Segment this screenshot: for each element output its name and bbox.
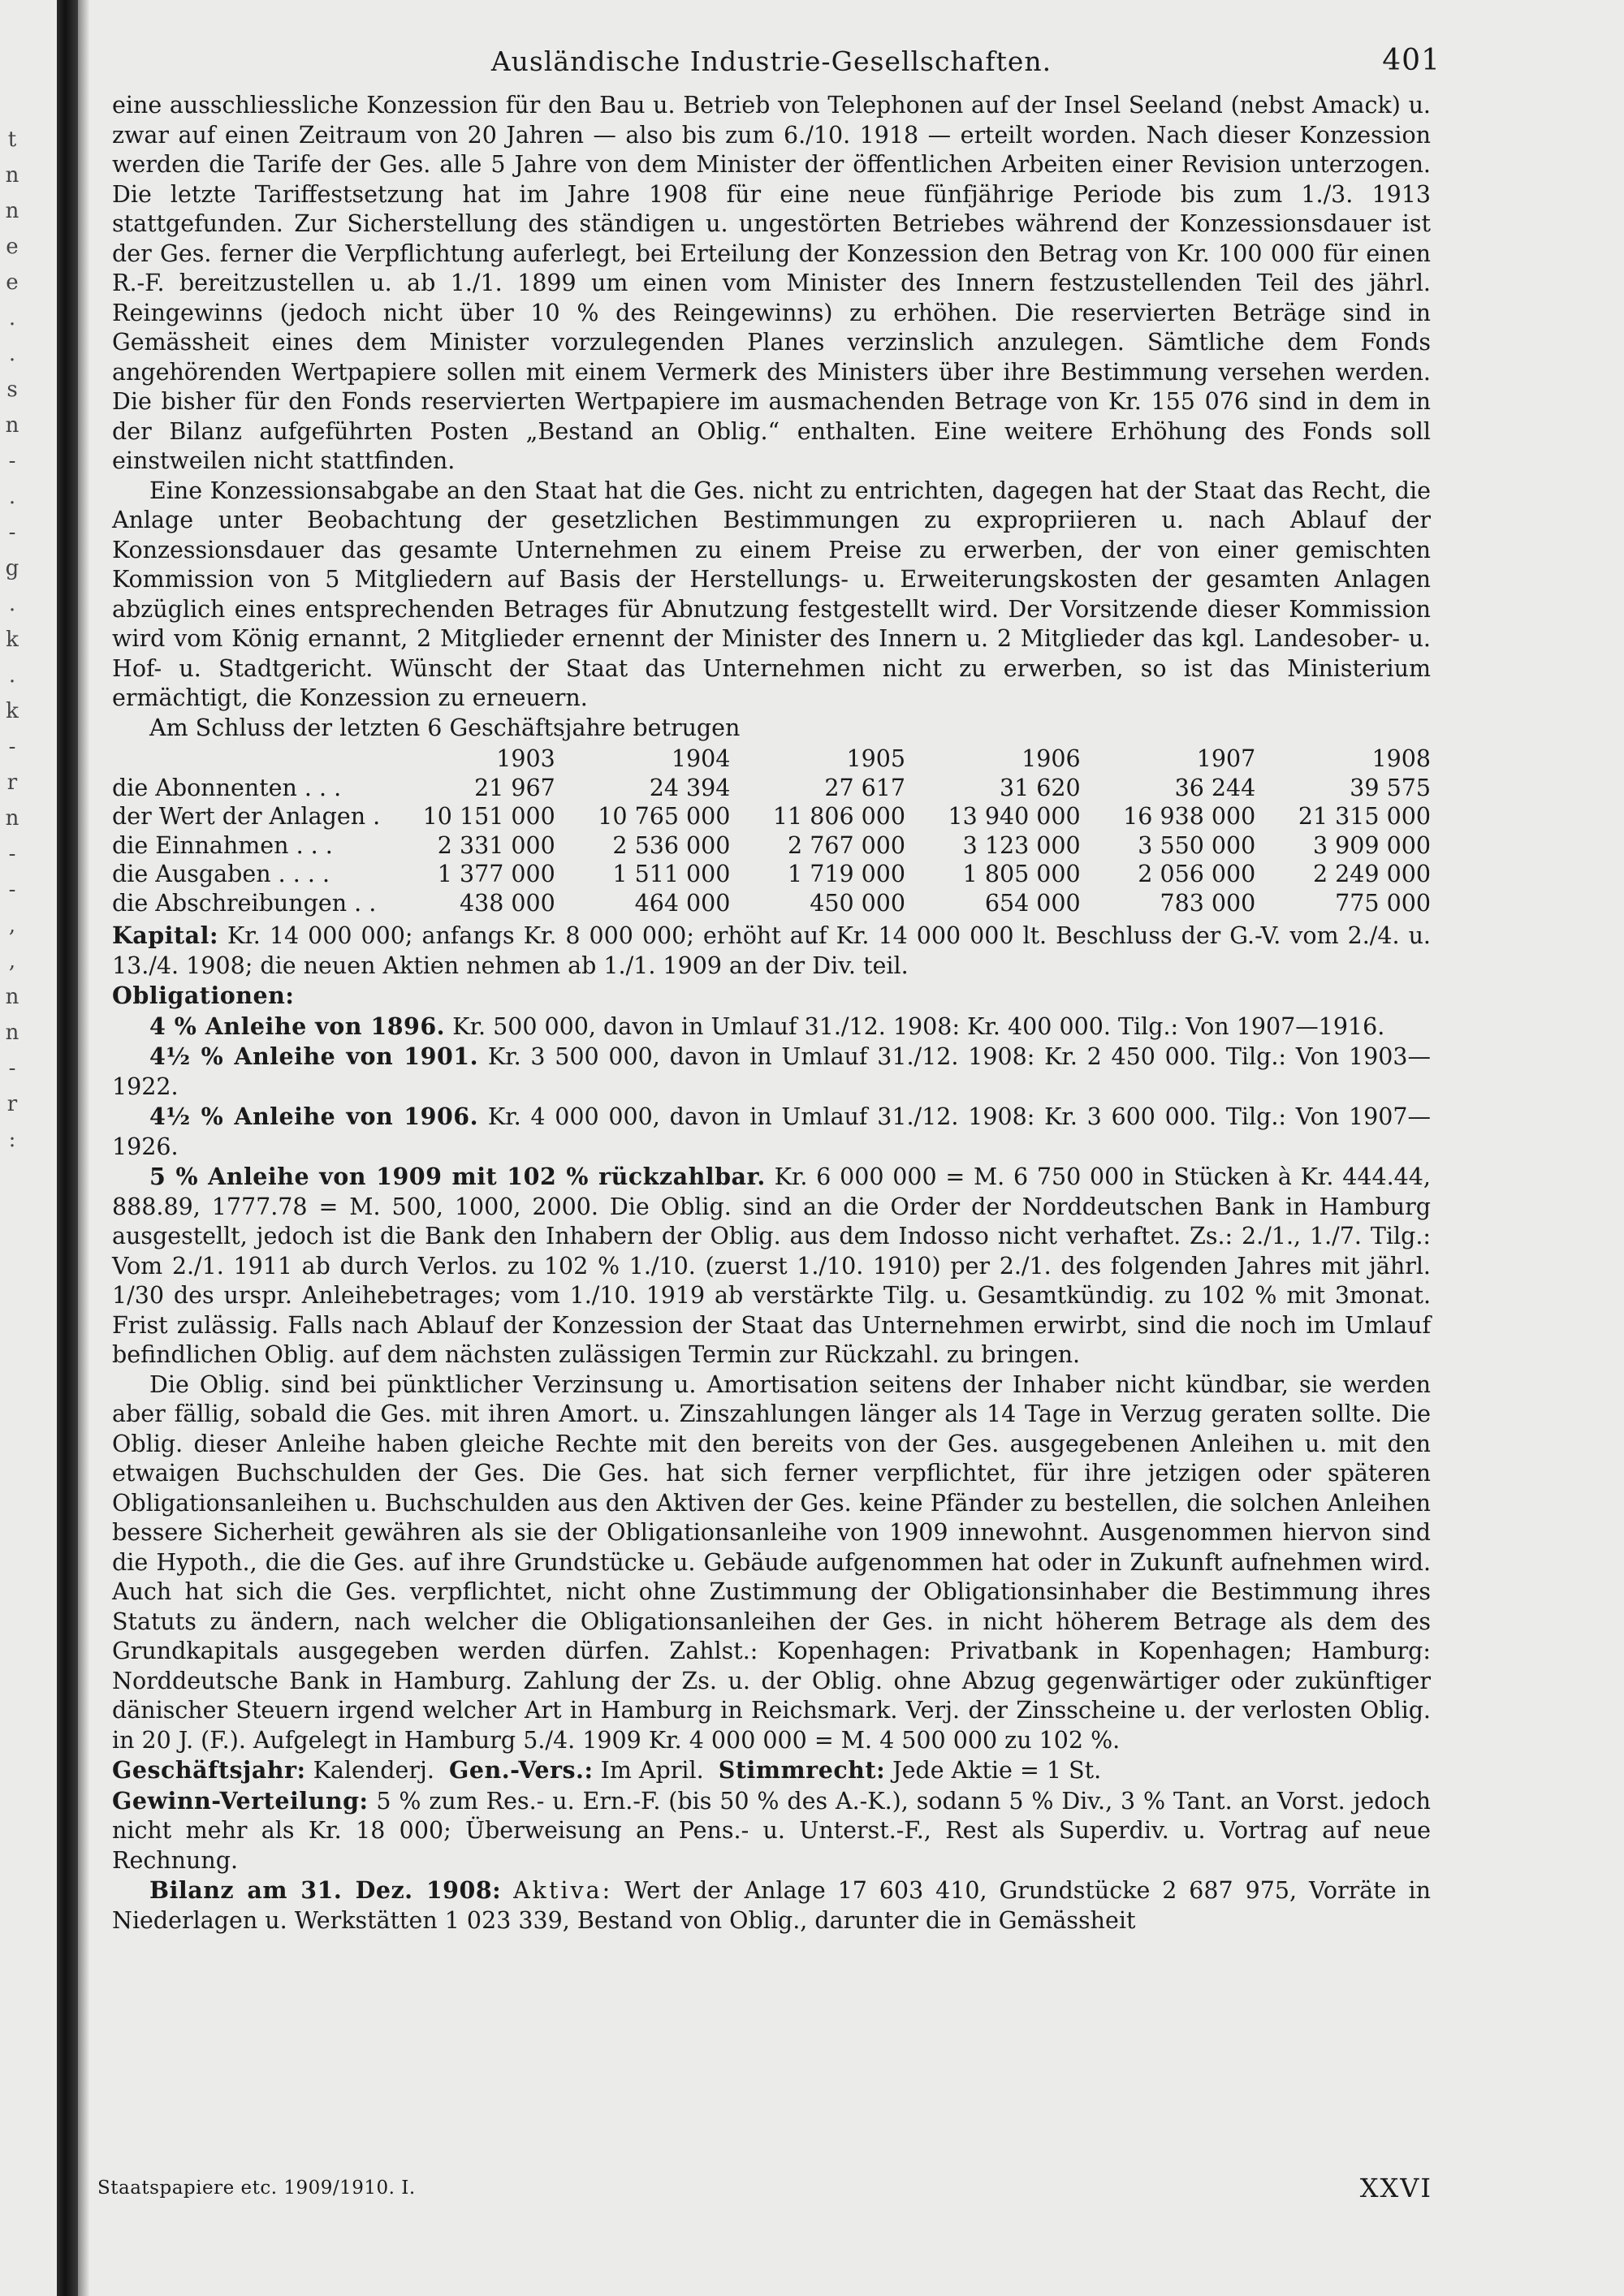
table-cell: 1 511 000	[612, 861, 731, 887]
table-row	[112, 831, 1431, 861]
sheet-signature: XXVI	[1359, 2173, 1432, 2203]
document-page	[112, 41, 1440, 1936]
table-cell: 10 765 000	[598, 803, 731, 830]
aktiva-label: Aktiva:	[513, 1877, 613, 1904]
margin-fragment: k	[6, 699, 19, 723]
stats-year-row	[112, 744, 1431, 774]
running-title: Ausländische Industrie-Gesellschaften.	[490, 45, 1052, 77]
year-header: 1905	[846, 745, 906, 772]
anleihe-1901	[112, 1042, 1431, 1102]
year-header: 1903	[496, 745, 555, 772]
anleihe-1906	[112, 1102, 1431, 1162]
table-cell: 2 767 000	[788, 831, 906, 859]
table-cell: 2 249 000	[1312, 861, 1431, 887]
table-row	[112, 802, 1431, 831]
table-cell: 783 000	[1160, 889, 1256, 917]
table-cell: 1 805 000	[962, 861, 1081, 887]
year-header: 1907	[1196, 745, 1256, 772]
gewinn-label: Gewinn-Verteilung:	[112, 1786, 369, 1815]
table-cell: 654 000	[984, 889, 1081, 917]
year-header: 1906	[1021, 745, 1081, 772]
geschaeftsjahr-line	[112, 1755, 1431, 1786]
table-cell: 775 000	[1335, 889, 1431, 917]
anleihe-label: 4½ % Anleihe von 1906.	[149, 1103, 479, 1130]
margin-fragment: -	[8, 1056, 16, 1081]
row-label: die Abschreibungen . .	[112, 889, 377, 917]
kapital-paragraph	[112, 921, 1431, 981]
previous-page-margin-fragments	[0, 122, 24, 1158]
year-header: 1908	[1371, 745, 1431, 772]
margin-fragment: -	[8, 878, 16, 902]
gewinn-paragraph	[112, 1786, 1431, 1876]
stats-table	[112, 744, 1431, 917]
row-label: die Einnahmen . . .	[112, 831, 333, 859]
anleihe-label: 4½ % Anleihe von 1901.	[149, 1042, 479, 1070]
anleihe-label: 4 % Anleihe von 1896.	[149, 1012, 446, 1040]
table-cell: 2 536 000	[612, 831, 731, 859]
table-cell: 10 151 000	[422, 803, 555, 830]
table-row	[112, 774, 1431, 803]
anleihe-label: 5 % Anleihe von 1909 mit 102 % rückzahlbar.	[149, 1163, 766, 1190]
table-cell: 2 331 000	[437, 831, 555, 859]
stimmrecht-text: Jede Aktie = 1 St.	[892, 1757, 1102, 1784]
bilanz-paragraph	[112, 1875, 1431, 1936]
table-cell: 3 909 000	[1312, 831, 1431, 859]
row-label: der Wert der Anlagen .	[112, 803, 381, 830]
margin-fragment: .	[8, 342, 16, 366]
margin-fragment: -	[8, 449, 16, 473]
table-cell: 438 000	[459, 889, 555, 917]
row-label: die Abonnenten . . .	[112, 774, 342, 801]
paragraph-konzessionsabgabe: Eine Konzessionsabgabe an den Staat hat die Ges. nicht zu entrichten, dagegen hat der Staat das Recht, die Anlage unter Beobachtung der gesetzlichen Bestimmungen zu expropriieren u. nach Ablauf der Konzessionsdauer das gesamte Unternehmen zu einem Preise zu erwerben, der von einer gemischten Kommission von 5 Mitgliedern auf Basis der Herstellungs- u. Erweiterungskosten der gesamten Anlagen abzüglich eines entsprechenden Betrages für Abnutzung festgestellt wird. Der Vorsitzende dieser Kommission wird vom König ernannt, 2 Mitglieder ernennt der Minister des Innern u. 2 Mitglieder das kgl. Landesober- u. Hof- u. Stadtgericht. Wünscht der Staat das Unternehmen nicht zu erwerben, so ist das Ministerium ermächtigt, die Konzession zu erneuern.	[112, 477, 1431, 711]
table-cell: 21 315 000	[1298, 803, 1431, 830]
obligationen-heading	[112, 981, 1431, 1012]
table-cell: 31 620	[999, 774, 1081, 801]
margin-fragment: .	[8, 663, 16, 688]
table-cell: 21 967	[474, 774, 555, 801]
table-cell: 11 806 000	[772, 803, 906, 830]
table-cell: 1 719 000	[788, 861, 906, 887]
margin-fragment: ,	[8, 949, 16, 973]
margin-fragment: n	[5, 985, 19, 1009]
table-cell: 3 550 000	[1138, 831, 1256, 859]
margin-fragment: k	[6, 628, 19, 652]
table-cell: 1 377 000	[437, 861, 555, 887]
table-cell: 27 617	[824, 774, 906, 801]
anleihe-1896	[112, 1012, 1431, 1042]
footer-signature: Staatspapiere etc. 1909/1910. I.	[97, 2177, 416, 2199]
margin-fragment: s	[6, 378, 18, 402]
margin-fragment: n	[5, 413, 19, 438]
margin-fragment: -	[8, 735, 16, 759]
margin-fragment: n	[5, 163, 19, 188]
margin-fragment: t	[7, 127, 17, 152]
paragraph-stats-intro: Am Schluss der letzten 6 Geschäftsjahre betrugen	[149, 714, 741, 741]
margin-fragment: :	[8, 1128, 16, 1152]
table-cell: 16 938 000	[1123, 803, 1256, 830]
table-cell: 3 123 000	[962, 831, 1081, 859]
stimmrecht-label: Stimmrecht:	[718, 1756, 886, 1784]
margin-fragment: n	[5, 806, 19, 831]
gewinn-text: 5 % zum Res.- u. Ern.-F. (bis 50 % des A.-K.), sodann 5 % Div., 3 % Tant. an Vorst. jedoch nicht mehr als Kr. 18 000; Überweisung an Pens.- u. Unterst.-F., Rest als Superdiv. u. Vortrag auf neue Rechnung.	[112, 1787, 1431, 1874]
anleihe-text: Kr. 3 500 000, davon in Umlauf 31./12. 1908: Kr. 2 450 000. Tilg.: Von 1903—1922.	[112, 1043, 1431, 1100]
margin-fragment: ,	[8, 913, 16, 938]
anleihe-text: Kr. 6 000 000 = M. 6 750 000 in Stücken à Kr. 444.44, 888.89, 1777.78 = M. 500, 1000, 2000. Die Oblig. sind an die Order der Norddeutschen Bank in Hamburg ausgestellt, jedoch ist die Bank den Inhabern der Oblig. aus dem Indosso nicht verhaftet. Zs.: 2./1., 1./7. Tilg.: Vom 2./1. 1911 ab durch Verlos. zu 102 % 1./10. (zuerst 1./10. 1910) per 2./1. des folgenden Jahres mit jährl. 1/30 des urspr. Anleihebetrages; vom 1./10. 1919 ab verstärkte Tilg. u. Gesamtkündig. zu 102 % mit 3monat. Frist zulässig. Falls nach Ablauf der Konzession der Staat das Unternehmen erwirbt, sind die noch im Umlauf befindlichen Oblig. auf dem nächsten zulässigen Termin zur Rückzahl. zu bringen.	[112, 1163, 1431, 1368]
row-label: die Ausgaben . . . .	[112, 861, 330, 887]
margin-fragment: g	[5, 556, 19, 580]
gen-vers-label: Gen.-Vers.:	[449, 1756, 594, 1784]
page-footer	[49, 2174, 1624, 2207]
margin-fragment: e	[6, 235, 19, 259]
kapital-label: Kapital:	[112, 921, 218, 949]
geschaeftsjahr-label: Geschäftsjahr:	[112, 1756, 306, 1784]
anleihe-text: Kr. 4 000 000, davon in Umlauf 31./12. 1908: Kr. 3 600 000. Tilg.: Von 1907—1926.	[112, 1103, 1431, 1160]
margin-fragment: .	[8, 485, 16, 509]
book-gutter-edge	[78, 0, 89, 2296]
margin-fragment: -	[8, 842, 16, 866]
margin-fragment: -	[8, 520, 16, 545]
page-header	[112, 41, 1440, 91]
table-cell: 450 000	[810, 889, 906, 917]
year-header: 1904	[671, 745, 731, 772]
anleihe-text: Kr. 500 000, davon in Umlauf 31./12. 1908: Kr. 400 000. Tilg.: Von 1907—1916.	[452, 1012, 1385, 1040]
margin-fragment: r	[6, 770, 18, 795]
margin-fragment: .	[8, 306, 16, 330]
gen-vers-text: Im April.	[600, 1757, 704, 1784]
kapital-text: Kr. 14 000 000; anfangs Kr. 8 000 000; erhöht auf Kr. 14 000 000 lt. Beschluss der G.-V. vom 2./4. u. 13./4. 1908; die neuen Aktien nehmen ab 1./1. 1909 an der Div. teil.	[112, 922, 1431, 979]
bilanz-label: Bilanz am 31. Dez. 1908:	[149, 1876, 502, 1904]
table-cell: 24 394	[649, 774, 731, 801]
oblig-paragraph: Die Oblig. sind bei pünktlicher Verzinsung u. Amortisation seitens der Inhaber nicht kündbar, sie werden aber fällig, sobald die Ges. mit ihren Amort. u. Zinszahlungen länger als 14 Tage in Verzug geraten sollte. Die Oblig. dieser Anleihe haben gleiche Rechte mit den bereits von der Ges. ausgegebenen Anleihen u. mit den etwaigen Buchschulden der Ges. Die Ges. hat sich ferner verpflichtet, für ihre jetzigen oder späteren Obligationsanleihen u. Buchschulden aus den Aktiven der Ges. keine Pfänder zu bestellen, die solchen Anleihen bessere Sicherheit gewähren als sie der Obligationsanleihe von 1909 innewohnt. Ausgenommen hiervon sind die Hypoth., die die Ges. auf ihre Grundstücke u. Gebäude aufgenommen hat oder in Zukunft aufnehmen wird. Auch hat sich die Ges. verpflichtet, nicht ohne Zustimmung der Obligationsinhaber die Bestimmung ihres Statuts zu ändern, nach welcher die Obligationsanleihen der Ges. in nicht höherem Betrage als dem des Grundkapitals ausgegeben werden dürfen. Zahlst.: Kopenhagen: Privatbank in Kopenhagen; Hamburg: Norddeutsche Bank in Hamburg. Zahlung der Zs. u. der Oblig. ohne Abzug gegenwärtiger oder zukünftiger dänischer Steuern irgend welcher Art in Hamburg in Reichsmark. Verj. der Zinsscheine u. der verlosten Oblig. in 20 J. (F.). Aufgelegt in Hamburg 5./4. 1909 Kr. 4 000 000 = M. 4 500 000 zu 102 %.	[112, 1370, 1431, 1754]
bilanz-text: Wert der Anlage 17 603 410, Grundstücke 2 687 975, Vorräte in Niederlagen u. Werkstätten 1 023 339, Bestand von Oblig., darunter die in Gemässheit	[112, 1877, 1431, 1934]
margin-fragment: e	[6, 270, 19, 295]
table-cell: 39 575	[1350, 774, 1431, 801]
geschaeftsjahr-text: Kalenderj.	[313, 1757, 434, 1784]
margin-fragment: n	[5, 199, 19, 223]
page-number: 401	[1382, 44, 1440, 77]
paragraph-konzession: eine ausschliessliche Konzession für den Bau u. Betrieb von Telephonen auf der Insel Seeland (nebst Amack) u. zwar auf einen Zeitraum von 20 Jahren — also bis zum 6./10. 1918 — erteilt worden. Nach dieser Konzession werden die Tarife der Ges. alle 5 Jahre von dem Minister der öffentlichen Arbeiten einer Revision unterzogen. Die letzte Tariffestsetzung hat im Jahre 1908 für eine neue fünfjährige Periode bis zum 1./3. 1913 stattgefunden. Zur Sicherstellung des ständigen u. ungestörten Betriebes während der Konzessionsdauer ist der Ges. ferner die Verpflichtung auferlegt, bei Erteilung der Konzession den Betrag von Kr. 100 000 für einen R.-F. bereitzustellen u. ab 1./1. 1899 um einen vom Minister des Innern festzustellenden Teil des jährl. Reingewinns (jedoch nicht über 10 % des Reingewinns) zu erhöhen. Die reservierten Beträge sind in Gemässheit eines dem Minister vorzulegenden Planes verzinslich anzulegen. Sämtliche dem Fonds angehörenden Wertpapiere sollen mit einem Vermerk des Ministers über ihre Bestimmung versehen werden. Die bisher für den Fonds reservierten Wertpapiere im ausmachenden Betrage von Kr. 155 076 sind in dem in der Bilanz aufgeführten Posten „Bestand an Oblig.“ enthalten. Eine weitere Erhöhung des Fonds soll einstweilen nicht stattfinden.	[112, 92, 1431, 474]
page-body	[112, 91, 1431, 1936]
table-row	[112, 860, 1431, 889]
margin-fragment: r	[6, 1092, 18, 1116]
book-gutter-shadow	[57, 0, 78, 2296]
table-cell: 464 000	[634, 889, 731, 917]
margin-fragment: .	[8, 592, 16, 616]
margin-fragment: n	[5, 1021, 19, 1045]
table-row	[112, 889, 1431, 918]
table-cell: 2 056 000	[1138, 861, 1256, 887]
obligationen-label: Obligationen:	[112, 982, 295, 1009]
anleihe-1909	[112, 1162, 1431, 1370]
table-cell: 13 940 000	[948, 803, 1081, 830]
table-cell: 36 244	[1174, 774, 1256, 801]
